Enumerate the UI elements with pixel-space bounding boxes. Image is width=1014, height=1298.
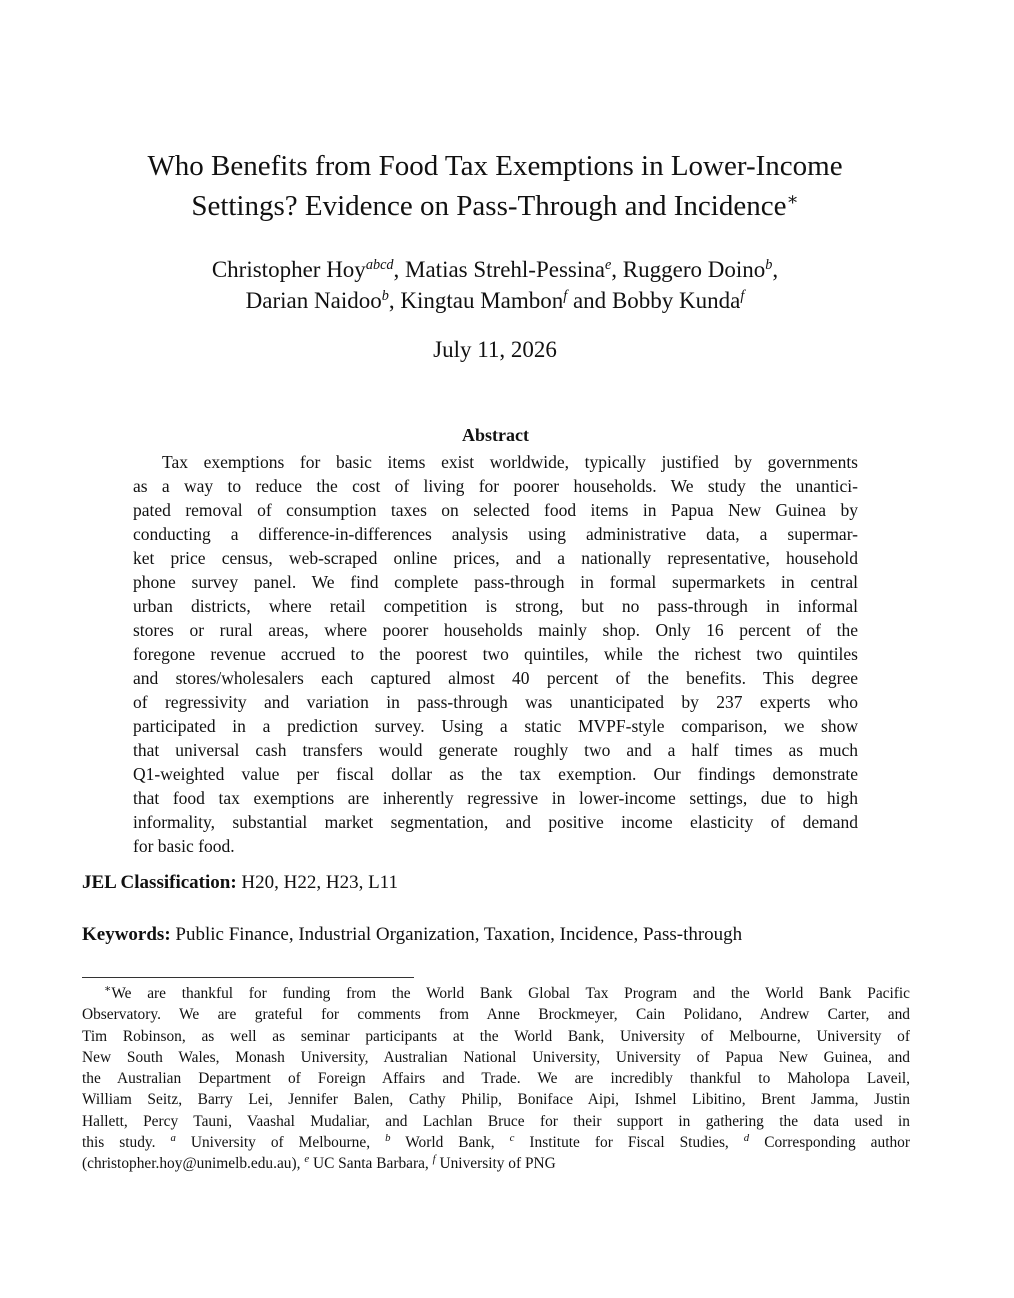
author-separator: , bbox=[772, 257, 779, 282]
abstract-line: as a way to reduce the cost of living for poorer households. We study the unantici- bbox=[133, 476, 858, 496]
abstract-line: that universal cash transfers would generate roughly two and a half times as much bbox=[133, 740, 858, 760]
author-separator: , bbox=[393, 257, 406, 282]
author-line bbox=[82, 254, 908, 285]
abstract-line: of regressivity and variation in pass-through was unanticipated by 237 experts who bbox=[133, 692, 858, 712]
footnote-text: University of PNG bbox=[435, 1155, 556, 1173]
abstract-body bbox=[133, 450, 858, 858]
title-line-text: Settings? Evidence on Pass-Through and Incidence bbox=[191, 190, 787, 222]
footnote-line bbox=[82, 1111, 910, 1132]
author-list bbox=[82, 254, 908, 316]
abstract-line: ket price census, web-scraped online prices, and a nationally representative, household bbox=[133, 548, 858, 568]
abstract-heading: Abstract bbox=[462, 425, 529, 445]
author-affiliation-marks: e bbox=[604, 257, 612, 274]
abstract-line: participated in a prediction survey. Using a static MVPF-style comparison, we show bbox=[133, 716, 858, 736]
footnote-line bbox=[82, 1068, 910, 1089]
abstract-line: stores or rural areas, where poorer households mainly shop. Only 16 percent of the bbox=[133, 620, 858, 640]
author-name: Darian Naidoo bbox=[245, 288, 382, 313]
footnote-text: (christopher.hoy@unimelb.edu.au), bbox=[82, 1155, 305, 1173]
footnote-text: Corresponding author bbox=[749, 1134, 911, 1152]
footnote-text: William Seitz, Barry Lei, Jennifer Balen, Cathy Philip, Boniface Aipi, Ishmel Libitino, Brent Jamma, Justin bbox=[82, 1091, 910, 1109]
author-affiliation-marks: abcd bbox=[365, 257, 394, 274]
abstract-line: urban districts, where retail competition is strong, but no pass-through in informal bbox=[133, 596, 858, 616]
keywords bbox=[82, 922, 742, 948]
keywords-value: Public Finance, Industrial Organization, Taxation, Incidence, Pass-through bbox=[175, 924, 743, 945]
author-name: Kingtau Mambon bbox=[400, 288, 564, 313]
jel-codes: H20, H22, H23, L11 bbox=[241, 872, 398, 893]
author-name: Christopher Hoy bbox=[211, 257, 366, 282]
abstract-line: that food tax exemptions are inherently regressive in lower-income settings, due to high bbox=[133, 788, 858, 808]
author-affiliation-marks: b bbox=[765, 257, 773, 274]
author-name: Matias Strehl-Pessina bbox=[405, 257, 605, 282]
footnote bbox=[82, 983, 910, 1175]
abstract-line: Q1-weighted value per fiscal dollar as the tax exemption. Our findings demonstrate bbox=[133, 764, 858, 784]
author-separator: , bbox=[611, 257, 623, 282]
author-name: Bobby Kunda bbox=[611, 288, 741, 313]
footnote-marker: b bbox=[385, 1132, 391, 1145]
abstract-line: and stores/wholesalers each captured almost 40 percent of the benefits. This degree bbox=[133, 668, 858, 688]
author-name: Ruggero Doino bbox=[622, 257, 766, 282]
footnote-marker: e bbox=[304, 1153, 310, 1166]
publication-date: July 11, 2026 bbox=[433, 337, 557, 362]
author-line bbox=[82, 285, 908, 316]
footnote-marker: c bbox=[509, 1132, 515, 1145]
footnote-text: New South Wales, Monash University, Australian National University, University of Papua New Guinea, and bbox=[82, 1048, 910, 1066]
footnote-line bbox=[82, 983, 910, 1004]
author-separator: , bbox=[388, 288, 401, 313]
abstract-line: Tax exemptions for basic items exist worldwide, typically justified by governments bbox=[162, 452, 858, 472]
footnote-text: Tim Robinson, as well as seminar participants at the World Bank, University of Melbourne, University of bbox=[82, 1027, 910, 1045]
footnote-text: UC Santa Barbara, bbox=[309, 1155, 433, 1173]
footnote-marker: d bbox=[743, 1132, 750, 1145]
footnote-text: World Bank, bbox=[390, 1134, 510, 1152]
footnote-marker: f bbox=[432, 1153, 436, 1166]
author-separator: and bbox=[567, 288, 612, 313]
footnote-divider bbox=[82, 977, 414, 978]
abstract-line: pated removal of consumption taxes on selected food items in Papua New Guinea by bbox=[133, 500, 858, 520]
footnote-text: the Australian Department of Foreign Affairs and Trade. We are incredibly thankful to Maholopa Laveil, bbox=[82, 1070, 910, 1088]
footnote-marker: a bbox=[170, 1132, 176, 1145]
footnote-line bbox=[82, 1089, 910, 1110]
footnote-line bbox=[82, 1026, 910, 1047]
author-affiliation-marks: f bbox=[740, 288, 745, 305]
footnote-text: Observatory. We are grateful for comments from Anne Brockmeyer, Cain Polidano, Andrew Carter, and bbox=[82, 1006, 910, 1024]
abstract-line: informality, substantial market segmentation, and positive income elasticity of demand bbox=[133, 812, 858, 832]
abstract-line: foregone revenue accrued to the poorest two quintiles, while the richest two quintiles bbox=[133, 644, 858, 664]
title-line bbox=[82, 186, 908, 226]
jel-classification bbox=[82, 870, 398, 896]
footnote-line bbox=[82, 1047, 910, 1068]
footnote-line bbox=[82, 1132, 910, 1153]
footnote-line bbox=[82, 1004, 910, 1025]
author-affiliation-marks: b bbox=[381, 288, 389, 305]
keywords-label: Keywords: bbox=[82, 924, 171, 945]
jel-label: JEL Classification: bbox=[82, 872, 237, 893]
abstract-line: conducting a difference-in-differences analysis using administrative data, a supermar- bbox=[133, 524, 858, 544]
footnote-marker: ∗ bbox=[104, 983, 112, 996]
footnote-text: We are thankful for funding from the World Bank Global Tax Program and the World Bank Pacific bbox=[111, 985, 910, 1002]
footnote-text: Hallett, Percy Tauni, Vaashal Mudaliar, and Lachlan Bruce for their support in gathering the data used in bbox=[82, 1112, 910, 1130]
footnote-text: Institute for Fiscal Studies, bbox=[514, 1134, 744, 1152]
footnote-line bbox=[82, 1153, 910, 1174]
title-footnote-marker: ∗ bbox=[786, 189, 799, 210]
paper-title bbox=[82, 146, 908, 226]
abstract-line: for basic food. bbox=[133, 836, 235, 856]
author-affiliation-marks: f bbox=[563, 288, 568, 305]
footnote-text: University of Melbourne, bbox=[175, 1134, 386, 1152]
abstract-line: phone survey panel. We find complete pass-through in formal supermarkets in central bbox=[133, 572, 858, 592]
title-line: Who Benefits from Food Tax Exemptions in Lower-Income bbox=[147, 150, 843, 182]
footnote-text: this study. bbox=[82, 1134, 171, 1152]
